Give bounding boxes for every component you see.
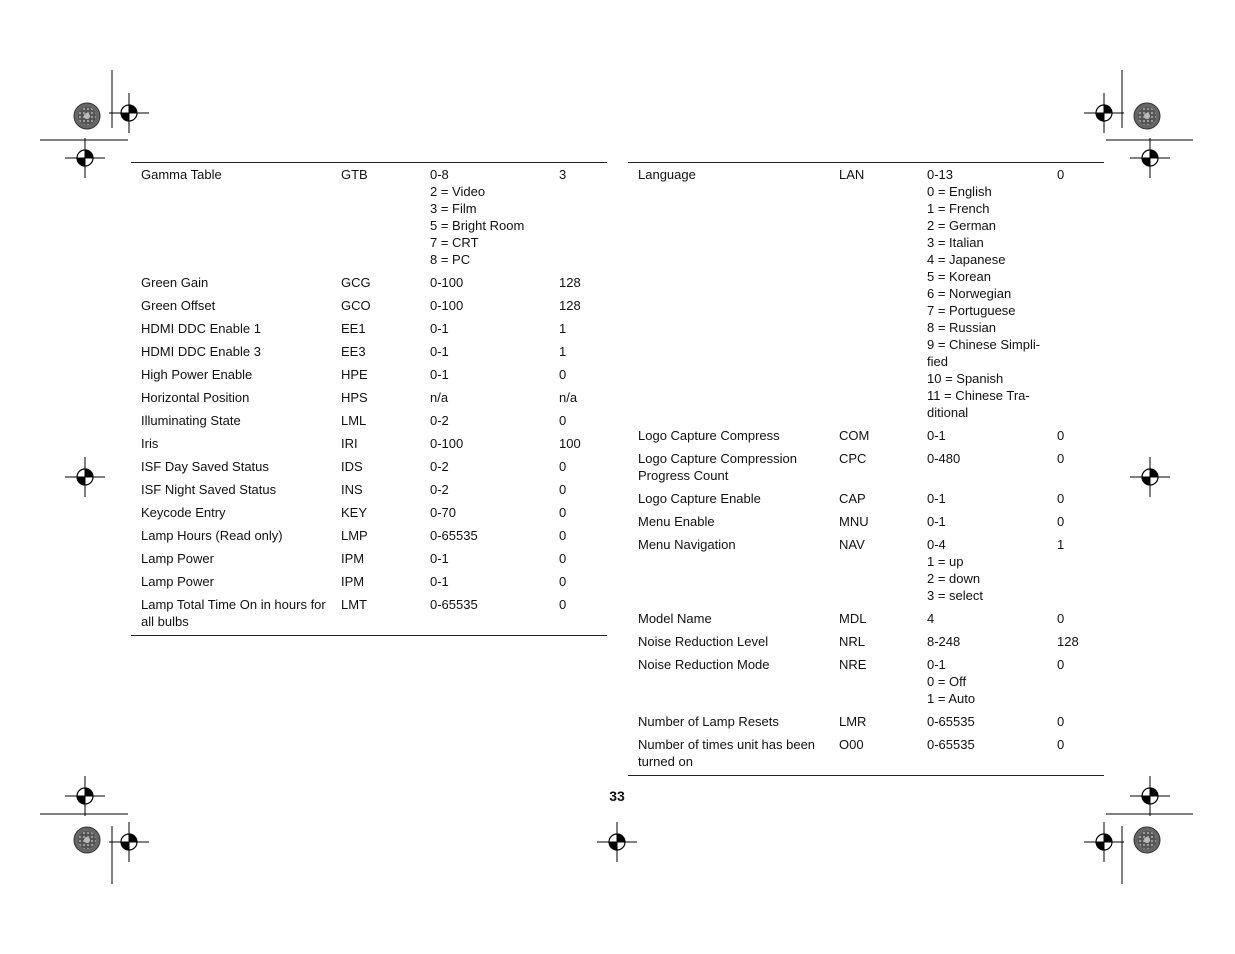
value-line: 0-65535 — [927, 714, 975, 729]
table-row — [131, 475, 607, 498]
parameter-name: Logo Capture Compress — [638, 428, 780, 443]
parameter-name: Menu Enable — [638, 514, 715, 529]
command-code: GTB — [341, 167, 368, 182]
command-code: GCG — [341, 275, 371, 290]
value-line: 3 = select — [927, 588, 984, 603]
default-value: 0 — [559, 551, 567, 566]
value-range — [927, 444, 1057, 484]
value-range — [430, 314, 559, 337]
parameter-name: Logo Capture Enable — [638, 491, 761, 506]
value-line: 2 = Video — [430, 184, 486, 199]
right-table-body — [628, 163, 1104, 776]
command-code: HPS — [341, 390, 368, 405]
parameter-name: Green Gain — [141, 275, 209, 290]
value-range — [927, 650, 1057, 707]
value-line: 11 = Chinese Tra- — [927, 388, 1030, 403]
value-range — [927, 707, 1057, 730]
value-line: 10 = Spanish — [927, 371, 1004, 386]
value-line: 0-13 — [927, 167, 954, 182]
table-row — [628, 507, 1104, 530]
value-range — [430, 406, 559, 429]
value-line: fied — [927, 354, 948, 369]
value-range — [927, 421, 1057, 444]
default-value: 0 — [1057, 514, 1065, 529]
command-code: HPE — [341, 367, 368, 382]
table-row — [628, 444, 1104, 484]
parameter-name: Logo Capture Compression Progress Count — [638, 451, 797, 483]
default-value: 1 — [559, 344, 567, 359]
default-value: 3 — [559, 167, 567, 182]
value-line: 8 = Russian — [927, 320, 997, 335]
left-command-table — [131, 162, 607, 636]
value-line: 3 = Italian — [927, 235, 984, 250]
value-line: 0-480 — [927, 451, 961, 466]
command-code: EE3 — [341, 344, 366, 359]
value-line: 0-1 — [430, 344, 449, 359]
default-value: n/a — [559, 390, 578, 405]
value-range — [430, 590, 559, 636]
default-value: 0 — [559, 528, 567, 543]
left-table-body — [131, 163, 607, 636]
parameter-name: High Power Enable — [141, 367, 253, 382]
command-code: LMT — [341, 597, 367, 612]
default-value: 0 — [559, 459, 567, 474]
command-code: CPC — [839, 451, 867, 466]
parameter-name: Lamp Power — [141, 574, 214, 589]
parameter-name: Gamma Table — [141, 167, 222, 182]
command-code: GCO — [341, 298, 371, 313]
value-line: 9 = Chinese Simpli- — [927, 337, 1041, 352]
table-row — [131, 360, 607, 383]
parameter-name: Lamp Hours (Read only) — [141, 528, 283, 543]
table-row — [131, 429, 607, 452]
parameter-name: Horizontal Position — [141, 390, 250, 405]
value-line: 0 = Off — [927, 674, 967, 689]
table-row — [131, 291, 607, 314]
parameter-name: Language — [638, 167, 696, 182]
parameter-name: ISF Day Saved Status — [141, 459, 269, 474]
command-code: LMP — [341, 528, 368, 543]
value-range — [430, 475, 559, 498]
default-value: 1 — [1057, 537, 1065, 552]
value-line: 0-100 — [430, 275, 464, 290]
value-line: 4 = Japanese — [927, 252, 1006, 267]
table-row — [131, 268, 607, 291]
value-range — [430, 429, 559, 452]
value-line: 0-65535 — [927, 737, 975, 752]
value-line: 0-100 — [430, 298, 464, 313]
value-range — [430, 163, 559, 269]
page-number: 33 — [609, 788, 625, 804]
table-row — [131, 452, 607, 475]
default-value: 0 — [1057, 491, 1065, 506]
value-line: 0-4 — [927, 537, 946, 552]
value-line: 5 = Korean — [927, 269, 991, 284]
table-row — [628, 707, 1104, 730]
command-code: LMR — [839, 714, 867, 729]
default-value: 0 — [1057, 451, 1065, 466]
command-code: NAV — [839, 537, 865, 552]
value-range — [430, 567, 559, 590]
parameter-name: Number of Lamp Resets — [638, 714, 779, 729]
value-line: 2 = down — [927, 571, 981, 586]
command-code: LAN — [839, 167, 865, 182]
value-line: 0-2 — [430, 459, 449, 474]
value-line: 3 = Film — [430, 201, 477, 216]
table-row — [131, 406, 607, 429]
default-value: 0 — [559, 482, 567, 497]
parameter-name: Number of times unit has been turned on — [638, 737, 816, 769]
value-range — [927, 627, 1057, 650]
table-row — [628, 421, 1104, 444]
default-value: 0 — [559, 597, 567, 612]
default-value: 0 — [1057, 428, 1065, 443]
value-line: n/a — [430, 390, 449, 405]
value-line: 1 = Auto — [927, 691, 976, 706]
command-code: IPM — [341, 551, 365, 566]
value-range — [430, 268, 559, 291]
table-row — [628, 604, 1104, 627]
command-code: COM — [839, 428, 870, 443]
value-line: 7 = Portuguese — [927, 303, 1016, 318]
table-row — [628, 530, 1104, 604]
table-row — [628, 484, 1104, 507]
value-line: 0-1 — [430, 321, 449, 336]
value-line: 0-70 — [430, 505, 457, 520]
default-value: 0 — [1057, 611, 1065, 626]
value-range — [430, 337, 559, 360]
command-code: NRE — [839, 657, 867, 672]
command-code: IDS — [341, 459, 363, 474]
command-code: MNU — [839, 514, 869, 529]
value-range — [927, 484, 1057, 507]
command-code: MDL — [839, 611, 867, 626]
table-row — [131, 521, 607, 544]
value-range — [927, 604, 1057, 627]
value-line: 0-65535 — [430, 597, 478, 612]
value-line: 0 = English — [927, 184, 992, 199]
default-value: 0 — [559, 367, 567, 382]
command-code: CAP — [839, 491, 866, 506]
value-line: 0-1 — [927, 514, 946, 529]
default-value: 100 — [559, 436, 581, 451]
default-value: 0 — [559, 505, 567, 520]
command-code: KEY — [341, 505, 368, 520]
default-value: 128 — [1057, 634, 1079, 649]
value-line: 0-1 — [430, 574, 449, 589]
table-row — [131, 498, 607, 521]
command-code: NRL — [839, 634, 866, 649]
command-code: IPM — [341, 574, 365, 589]
value-range — [430, 498, 559, 521]
value-line: 0-1 — [927, 428, 946, 443]
value-line: 8 = PC — [430, 252, 471, 267]
value-range — [927, 507, 1057, 530]
table-row — [131, 383, 607, 406]
parameter-name: Noise Reduction Mode — [638, 657, 770, 672]
table-row — [628, 627, 1104, 650]
value-range — [430, 383, 559, 406]
default-value: 128 — [559, 298, 581, 313]
value-line: 8-248 — [927, 634, 961, 649]
parameter-name: Lamp Total Time On in hours for all bulbs — [141, 597, 326, 629]
table-row — [131, 163, 607, 269]
value-line: 4 — [927, 611, 935, 626]
parameter-name: Noise Reduction Level — [638, 634, 769, 649]
parameter-name: HDMI DDC Enable 1 — [141, 321, 261, 336]
parameter-name: HDMI DDC Enable 3 — [141, 344, 261, 359]
value-range — [927, 163, 1057, 422]
value-line: 0-65535 — [430, 528, 478, 543]
table-row — [628, 163, 1104, 422]
value-line: 0-1 — [430, 367, 449, 382]
table-row — [628, 650, 1104, 707]
value-range — [430, 544, 559, 567]
command-code: EE1 — [341, 321, 366, 336]
right-command-table — [628, 162, 1104, 776]
table-row — [131, 567, 607, 590]
command-code: LML — [341, 413, 367, 428]
value-line: 0-1 — [927, 657, 946, 672]
command-code: INS — [341, 482, 363, 497]
parameter-name: Illuminating State — [141, 413, 241, 428]
value-line: 1 = up — [927, 554, 964, 569]
value-line: 0-2 — [430, 482, 449, 497]
default-value: 0 — [1057, 657, 1065, 672]
default-value: 0 — [559, 574, 567, 589]
table-row — [131, 544, 607, 567]
value-range — [927, 730, 1057, 776]
default-value: 0 — [1057, 167, 1065, 182]
parameter-name: Menu Navigation — [638, 537, 736, 552]
value-line: 2 = German — [927, 218, 997, 233]
value-range — [430, 360, 559, 383]
value-range — [430, 452, 559, 475]
table-row — [131, 590, 607, 636]
value-line: ditional — [927, 405, 969, 420]
table-row — [628, 730, 1104, 776]
table-row — [131, 337, 607, 360]
default-value: 0 — [1057, 737, 1065, 752]
parameter-name: ISF Night Saved Status — [141, 482, 277, 497]
value-line: 0-2 — [430, 413, 449, 428]
value-line: 5 = Bright Room — [430, 218, 525, 233]
parameter-name: Lamp Power — [141, 551, 214, 566]
value-range — [927, 530, 1057, 604]
default-value: 1 — [559, 321, 567, 336]
value-line: 1 = French — [927, 201, 990, 216]
command-code: O00 — [839, 737, 864, 752]
value-range — [430, 521, 559, 544]
value-range — [430, 291, 559, 314]
command-code: IRI — [341, 436, 358, 451]
value-line: 6 = Norwegian — [927, 286, 1012, 301]
table-row — [131, 314, 607, 337]
value-line: 0-8 — [430, 167, 449, 182]
value-line: 7 = CRT — [430, 235, 479, 250]
default-value: 0 — [1057, 714, 1065, 729]
parameter-name: Keycode Entry — [141, 505, 226, 520]
parameter-name: Iris — [141, 436, 159, 451]
default-value: 128 — [559, 275, 581, 290]
value-line: 0-100 — [430, 436, 464, 451]
value-line: 0-1 — [927, 491, 946, 506]
parameter-name: Model Name — [638, 611, 712, 626]
default-value: 0 — [559, 413, 567, 428]
value-line: 0-1 — [430, 551, 449, 566]
parameter-name: Green Offset — [141, 298, 216, 313]
